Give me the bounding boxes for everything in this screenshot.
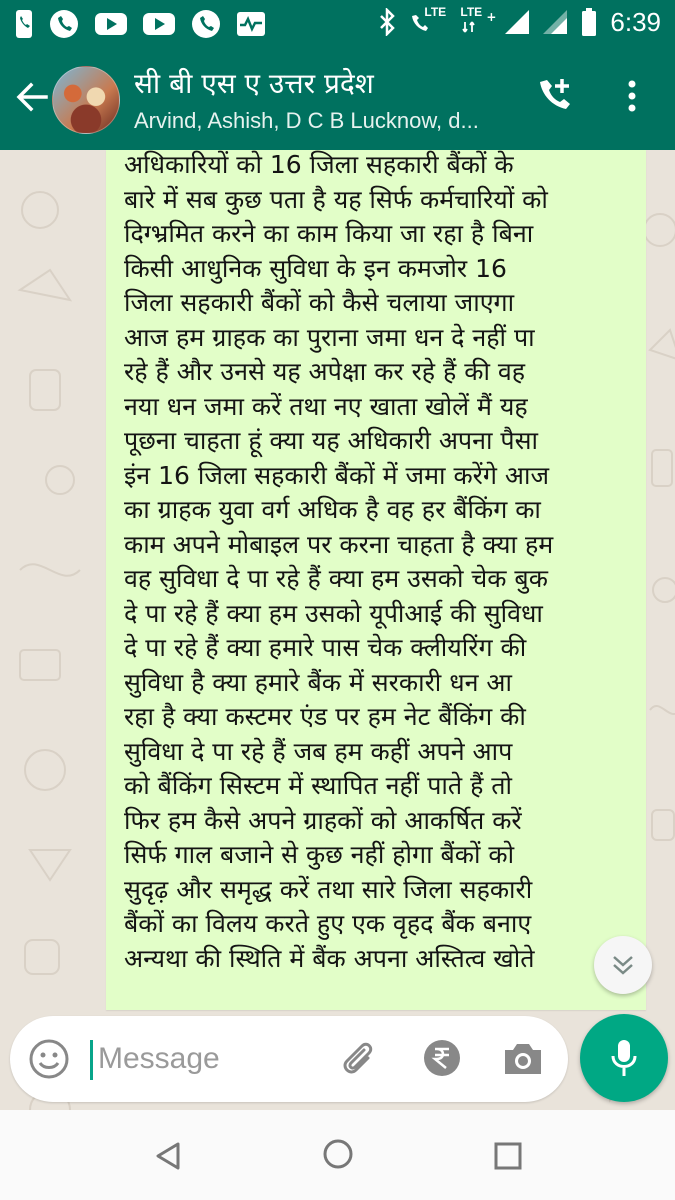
- message-line: काम अपने मोबाइल पर करना चाहता है क्या हम: [124, 529, 554, 559]
- youtube-icon: [94, 11, 128, 37]
- lte-signal-indicator: LTE +: [460, 6, 492, 38]
- group-avatar[interactable]: [52, 66, 120, 134]
- notification-icons: [14, 8, 266, 40]
- lte-label: LTE: [424, 5, 447, 19]
- voice-record-button[interactable]: [580, 1014, 668, 1102]
- payment-rupee-icon[interactable]: [422, 1038, 462, 1078]
- volte-icon: [408, 6, 448, 38]
- text-cursor: [90, 1040, 93, 1080]
- message-line: नया धन जमा करें तथा नए खाता खोलें मैं यह: [124, 391, 528, 421]
- message-line: सुदृढ़ और समृद्ध करें तथा सारे जिला सहकारी: [124, 874, 533, 904]
- phone-notification-icon: [14, 9, 34, 39]
- activity-icon: [236, 11, 266, 37]
- group-participants[interactable]: Arvind, Ashish, D C B Lucknow, d...: [134, 108, 479, 133]
- nav-recent-apps-icon[interactable]: [488, 1136, 528, 1176]
- message-line: सिर्फ गाल बजाने से कुछ नहीं होगा बैंकों को: [124, 840, 515, 869]
- message-line: रहे हैं और उनसे यह अपेक्षा कर रहे हैं की वह: [124, 357, 526, 386]
- message-line: दे पा रहे हैं क्या हम उसको यूपीआई की सुविधा: [124, 598, 543, 628]
- signal-icon: [542, 9, 568, 35]
- message-line: बारे में सब कुछ पता है यह सिर्फ कर्मचारियों को: [124, 184, 548, 214]
- chat-header: [0, 46, 675, 150]
- message-text: [124, 150, 634, 976]
- message-line: वह सुविधा दे पा रहे हैं क्या हम उसको चेक बुक: [124, 564, 548, 593]
- message-line: सुविधा दे पा रहे हैं जब हम कहीं अपने आप: [124, 736, 513, 766]
- youtube-icon: [142, 11, 176, 37]
- double-chevron-down-icon: [610, 952, 636, 978]
- message-bubble[interactable]: [106, 150, 646, 1010]
- system-navigation-bar: [0, 1110, 675, 1200]
- nav-back-icon[interactable]: [150, 1136, 190, 1176]
- message-line: फिर हम कैसे अपने ग्राहकों को आकर्षित करें: [124, 805, 522, 835]
- status-bar: [0, 0, 675, 46]
- message-line: को बैंकिंग सिस्टम में स्थापित नहीं पाते हैं तो: [124, 771, 513, 800]
- camera-icon[interactable]: [502, 1038, 544, 1078]
- lte-label: LTE: [460, 5, 483, 19]
- add-call-icon[interactable]: [534, 76, 574, 116]
- more-options-icon[interactable]: [620, 76, 644, 116]
- message-line: पूछना चाहता हूं क्या यह अधिकारी अपना पैसा: [124, 426, 539, 455]
- message-line: दे पा रहे हैं क्या हमारे पास चेक क्लीयरिंग की: [124, 633, 527, 662]
- message-line: आज हम ग्राहक का पुराना जमा धन दे नहीं पा: [124, 322, 535, 352]
- message-line: इंन 16 जिला सहकारी बैंकों में जमा करेंगे आज: [124, 460, 550, 490]
- nav-home-icon[interactable]: [318, 1134, 358, 1174]
- message-line: बैंकों का विलय करते हुए एक वृहद बैंक बनाए: [124, 909, 532, 938]
- group-name[interactable]: सी बी एस ए उत्तर प्रदेश: [134, 67, 374, 100]
- emoji-icon[interactable]: [28, 1038, 70, 1080]
- scroll-to-bottom-button[interactable]: [594, 936, 652, 994]
- battery-icon: [580, 7, 598, 37]
- whatsapp-icon: [190, 8, 222, 40]
- message-line: अन्यथा की स्थिति में बैंक अपना अस्तित्व खोते: [124, 943, 535, 973]
- message-line: किसी आधुनिक सुविधा के इन कमजोर 16: [124, 253, 507, 283]
- message-line: अधिकारियों को 16 जिला सहकारी बैंकों के: [124, 150, 514, 179]
- message-line: दिग्भ्रमित करने का काम किया जा रहा है बिना: [124, 219, 534, 248]
- chat-area[interactable]: [0, 150, 675, 1110]
- attach-icon[interactable]: [338, 1038, 378, 1078]
- message-line: सुविधा है क्या हमारे बैंक में सरकारी धन आ: [124, 667, 512, 697]
- message-line: का ग्राहक युवा वर्ग अधिक है वह हर बैंकिंग का: [124, 495, 541, 524]
- message-line: रहा है क्या कस्टमर एंड पर हम नेट बैंकिंग की: [124, 702, 526, 731]
- message-composer: [10, 1016, 568, 1102]
- system-status-icons: [378, 6, 661, 38]
- bluetooth-icon: [378, 8, 396, 36]
- message-line: जिला सहकारी बैंकों को कैसे चलाया जाएगा: [124, 288, 515, 317]
- whatsapp-icon: [48, 8, 80, 40]
- back-arrow-icon[interactable]: [12, 78, 50, 116]
- clock: 6:39: [610, 6, 661, 37]
- signal-icon: [504, 9, 530, 35]
- message-input[interactable]: [96, 1034, 320, 1084]
- microphone-icon: [604, 1036, 644, 1080]
